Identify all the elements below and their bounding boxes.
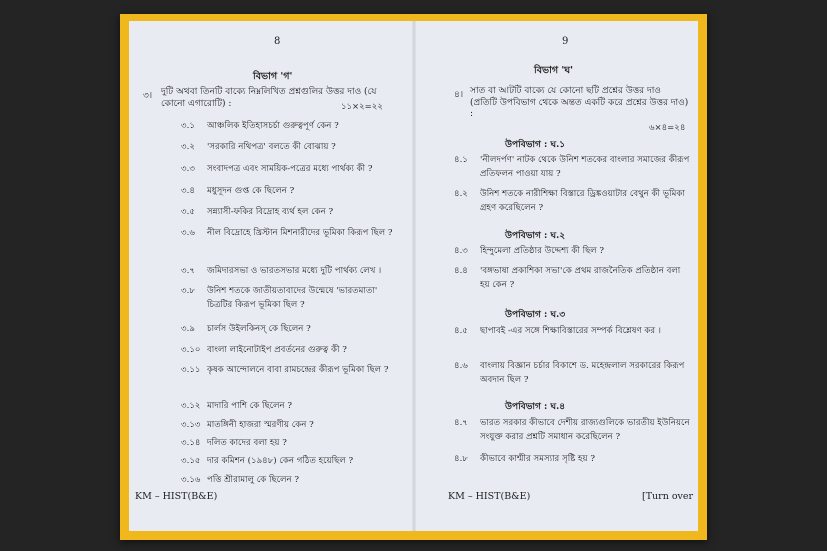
item-text: মাতঙ্গিনী হাজরা স্মরণীয় কেন ?	[207, 420, 314, 430]
item-text: পত্তি শ্রীরামালু কে ছিলেন ?	[207, 475, 299, 485]
page-number: 9	[562, 36, 569, 47]
exam-booklet	[129, 21, 698, 531]
list-item	[181, 119, 339, 133]
item-text: সংবাদপত্র এবং সাময়িক-পত্রের মধ্যে পার্থক্য কী ?	[207, 164, 373, 174]
item-number: ৪.৩	[454, 246, 468, 256]
list-item	[181, 418, 314, 432]
item-text: নীল বিদ্রোহে খ্রিস্টান মিশনারীদের ভূমিকা কিরূপ ছিল ?	[207, 228, 393, 238]
item-number: ৪.৪	[454, 266, 468, 276]
list-item	[454, 244, 604, 258]
list-item	[454, 416, 692, 444]
item-number: ৩.২	[181, 142, 195, 152]
list-item	[181, 162, 372, 176]
item-number: ৩.৯	[181, 324, 195, 334]
subsection-title: উপবিভাগ : ঘ.৪	[505, 402, 566, 412]
list-item	[181, 284, 395, 312]
subsection-title: উপবিভাগ : ঘ.৩	[505, 310, 566, 320]
item-text: 'সরকারি নথিপত্র' বলতে কী বোঝায় ?	[207, 142, 336, 152]
list-item	[181, 140, 336, 154]
list-item	[454, 187, 692, 215]
list-item	[454, 324, 692, 338]
list-item	[181, 205, 333, 219]
item-number: ৩.১৩	[181, 420, 201, 430]
item-number: ৩.১১	[181, 365, 201, 375]
item-number: ৩.৫	[181, 207, 195, 217]
list-item	[181, 226, 395, 240]
list-item	[454, 359, 692, 387]
list-item	[181, 473, 299, 487]
question-number: ৪।	[454, 90, 464, 100]
item-number: ৪.৬	[454, 361, 468, 371]
question-text: দুটি অথবা তিনটি বাক্যে নিম্নলিখিত প্রশ্নগুলির উত্তর দাও (যে কোনো এগারোটি) :	[161, 87, 377, 109]
list-item	[181, 454, 353, 468]
item-text: উনিশ শতকে জাতীয়তাবাদের উন্মেষে 'ভারতমাতা' চিত্রটির কিরূপ ভূমিকা ছিল ?	[207, 286, 378, 310]
marks: ৬×৪=২৪	[649, 123, 686, 133]
item-number: ৩.৬	[181, 228, 195, 238]
item-number: ৩.১০	[181, 345, 201, 355]
right-page	[414, 21, 698, 531]
list-item	[181, 363, 395, 377]
item-number: ৪.১	[454, 155, 468, 165]
list-item	[181, 322, 311, 336]
item-text: ছাপাবই -এর সঙ্গে শিক্ষাবিস্তারের সম্পর্ক বিশ্লেষণ কর ।	[480, 326, 661, 336]
list-item	[454, 153, 692, 181]
list-item	[454, 264, 692, 292]
item-text: মধুসূদন গুপ্ত কে ছিলেন ?	[207, 186, 295, 196]
item-number: ৪.৫	[454, 326, 468, 336]
list-item	[454, 452, 595, 466]
subsection-title: উপবিভাগ : ঘ.১	[505, 140, 566, 150]
footer-code: KM – HIST(B&E)	[448, 491, 531, 502]
item-number: ৪.৮	[454, 454, 468, 464]
list-item	[181, 184, 294, 198]
item-text: ভারত সরকার কীভাবে দেশীয় রাজ্যগুলিকে ভারতীয় ইউনিয়নে সংযুক্ত করার প্রশ্নটি সমাধান করেছিলেন ?	[480, 418, 690, 442]
item-number: ৩.৩	[181, 164, 195, 174]
item-text: কীভাবে কাশ্মীর সমস্যার সৃষ্টি হয় ?	[480, 454, 595, 464]
item-text: হিন্দুমেলা প্রতিষ্ঠার উদ্দেশ্য কী ছিল ?	[480, 246, 605, 256]
section-title: বিভাগ 'গ'	[253, 71, 293, 82]
list-item	[181, 399, 292, 413]
item-number: ৩.১৬	[181, 475, 201, 485]
item-text: উনিশ শতকে নারীশিক্ষা বিস্তারে ড্রিঙ্কওয়াটার বেথুন কী ভূমিকা গ্রহণ করেছিলেন ?	[480, 189, 685, 213]
item-text: 'বঙ্গভাষা প্রকাশিকা সভা'কে প্রথম রাজনৈতিক প্রতিষ্ঠান বলা হয় কেন ?	[480, 266, 681, 290]
question-text: সাত বা আটটি বাক্যে যে কোনো ছটি প্রশ্নের উত্তর দাও (প্রতিটি উপবিভাগ থেকে অন্তত একটি করে প্রশ্নের উত্তর দাও) :	[470, 86, 689, 119]
section-title: বিভাগ 'ঘ'	[534, 65, 574, 76]
item-number: ৩.১৫	[181, 456, 201, 466]
list-item	[181, 343, 347, 357]
item-text: বাংলায় বিজ্ঞান চর্চার বিকাশে ড. মহেন্দ্রলাল সরকারের কিরূপ অবদান ছিল ?	[480, 361, 685, 385]
item-number: ৩.৪	[181, 186, 195, 196]
item-number: ৪.২	[454, 189, 468, 199]
left-page	[129, 21, 414, 531]
list-item	[181, 436, 287, 450]
item-text: সন্ন্যাসী-ফকির বিদ্রোহ ব্যর্থ হল কেন ?	[207, 207, 334, 217]
turn-over-note: [Turn over	[642, 491, 694, 502]
item-text: মাদারি পাশি কে ছিলেন ?	[207, 401, 293, 411]
question-number: ৩।	[143, 91, 153, 101]
item-text: চার্লস উইলকিনস্ কে ছিলেন ?	[207, 324, 311, 334]
item-number: ৩.৮	[181, 286, 195, 296]
item-text: দলিত কাদের বলা হয় ?	[207, 438, 287, 448]
item-number: ৩.১২	[181, 401, 201, 411]
page-number: 8	[274, 36, 281, 47]
footer-code: KM – HIST(B&E)	[135, 491, 218, 502]
item-number: ৩.৭	[181, 266, 195, 276]
subsection-title: উপবিভাগ : ঘ.২	[505, 231, 566, 241]
item-number: ৪.৭	[454, 418, 468, 428]
item-number: ৩.১৪	[181, 438, 201, 448]
item-text: আঞ্চলিক ইতিহাসচর্চা গুরুত্বপূর্ণ কেন ?	[207, 121, 339, 131]
marks: ১১×২=২২	[341, 102, 383, 112]
item-number: ৩.১	[181, 121, 195, 131]
item-text: 'নীলদর্পণ' নাটক থেকে উনিশ শতকের বাংলার সমাজের কীরূপ প্রতিফলন পাওয়া যায় ?	[480, 155, 690, 179]
item-text: বাংলা লাইনোটাইপ প্রবর্তনের গুরুত্ব কী ?	[207, 345, 347, 355]
list-item	[181, 264, 381, 278]
item-text: দার কমিশন (১৯৪৮) কেন গঠিত হয়েছিল ?	[207, 456, 354, 466]
item-text: জমিদারসভা ও ভারতসভার মধ্যে দুটি পার্থক্য লেখ ।	[207, 266, 382, 276]
item-text: কৃষক আন্দোলনে বাবা রামচন্দ্রের কীরূপ ভূমিকা ছিল ?	[207, 365, 389, 375]
